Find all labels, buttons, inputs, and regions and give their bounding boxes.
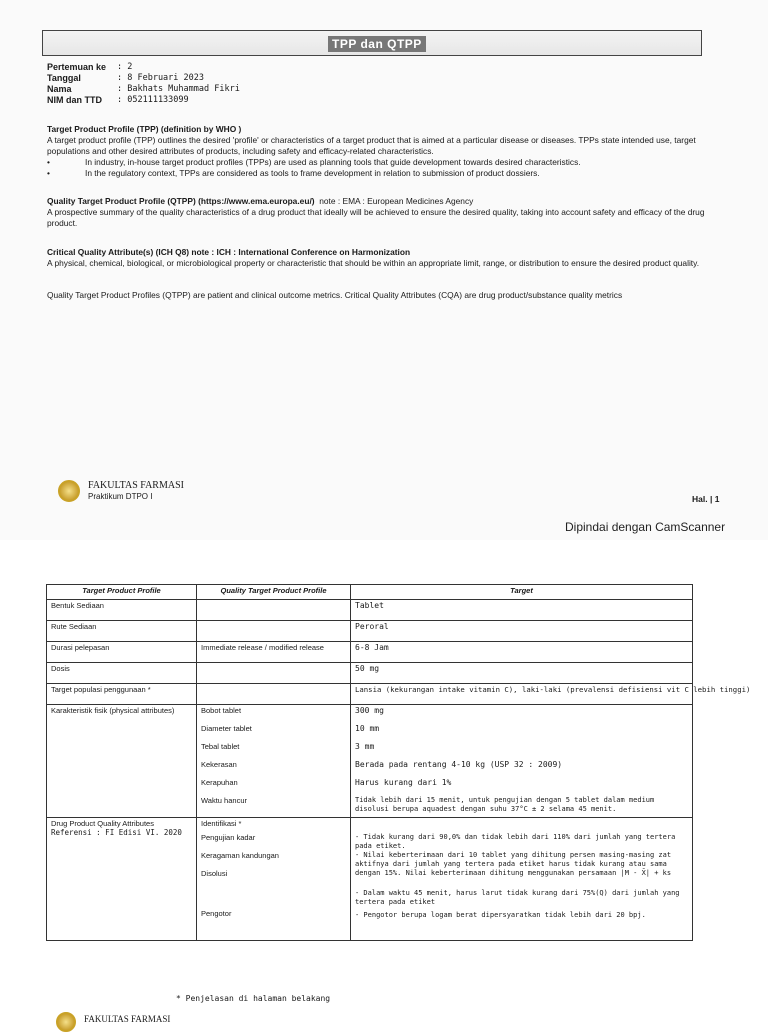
target-cell: Peroral (351, 621, 693, 642)
qtpp-cell (197, 705, 351, 818)
attr-target: - Tidak kurang dari 90,0% dan tidak lebih dari 110% dari jumlah yang tertera pada etiket. (355, 833, 676, 850)
meta-row (47, 73, 240, 84)
cqa-heading: Critical Quality Attribute(s) (ICH Q8) note : ICH : International Conference on Harmonization (47, 247, 411, 257)
camscanner-watermark: Dipindai dengan CamScanner (565, 520, 726, 534)
table-row-quality (47, 818, 693, 941)
quality-label: Drug Product Quality Attributes (51, 819, 154, 828)
faculty-logo-icon (58, 480, 80, 502)
attr-label: Kerapuhan (201, 778, 238, 787)
qtpp-cell (197, 621, 351, 642)
column-header: Target Product Profile (47, 585, 197, 600)
qtpp-cell (197, 818, 351, 941)
meta-value: : 052111133099 (117, 95, 189, 105)
meta-value: : 8 Februari 2023 (117, 73, 204, 83)
table-row (47, 663, 693, 684)
meta-row (47, 95, 240, 106)
qtpp-cell (197, 663, 351, 684)
table-row (47, 621, 693, 642)
attr-label: Pengotor (201, 909, 232, 918)
meta-label: Pertemuan ke (47, 62, 107, 72)
tpp-cell: Karakteristik fisik (physical attributes) (47, 705, 197, 818)
target-cell (351, 818, 693, 941)
attr-target: 3 mm (355, 742, 375, 751)
attr-target: - Pengotor berupa logam berat dipersyaratkan tidak lebih dari 20 bpj. (355, 911, 646, 919)
tpp-section (47, 124, 715, 179)
meta-row (47, 62, 240, 73)
table-row (47, 600, 693, 621)
footer-course: Praktikum DTPO I (88, 492, 153, 501)
attr-label: Identifikasi * (201, 819, 242, 828)
cqa-body: A physical, chemical, biological, or microbiological property or characteristic that should be within an appropriate limit, range, or distribution to ensure the desired product quality. (47, 258, 700, 268)
tpp-cell (47, 818, 197, 941)
footer-faculty: FAKULTAS FARMASI (84, 1014, 171, 1024)
attr-label: Pengujian kadar (201, 833, 256, 842)
attr-target: - Dalam waktu 45 menit, harus larut tidak kurang dari 75%(Q) dari jumlah yang tertera pada etiket (355, 889, 680, 906)
target-cell: Lansia (kekurangan intake vitamin C), laki-laki (prevalensi defisiensi vit C lebih tinggi) (351, 684, 693, 705)
table-row-physical (47, 705, 693, 818)
reference: Referensi : FI Edisi VI. 2020 (51, 828, 182, 837)
qtpp-table (46, 584, 751, 941)
tpp-cell: Target populasi penggunaan * (47, 684, 197, 705)
tpp-cell: Dosis (47, 663, 197, 684)
tpp-bullet-text: In industry, in-house target product profiles (TPPs) are used as planning tools that guide development towards desired characteristics. (85, 157, 581, 167)
attr-target: Tidak lebih dari 15 menit, untuk pengujian dengan 5 tablet dalam medium disolusi berupa aquadest dengan suhu 37°C ± 2 selama 45 menit. (355, 796, 655, 813)
footnote: * Penjelasan di halaman belakang (176, 994, 331, 1003)
tpp-bullet: • In industry, in-house target product profiles (TPPs) are used as planning tools that guide development towards desired characteristics. (47, 157, 581, 167)
qtpp-section (47, 196, 715, 229)
tpp-heading: Target Product Profile (TPP) (definition by WHO ) (47, 124, 242, 134)
target-cell (351, 705, 693, 818)
attr-label: Waktu hancur (201, 796, 247, 805)
attr-target: Berada pada rentang 4-10 kg (USP 32 : 2009) (355, 760, 563, 769)
tpp-cell: Bentuk Sediaan (47, 600, 197, 621)
qtpp-body: A prospective summary of the quality characteristics of a drug product that ideally will be achieved to ensure the desired quality, taking into account safety and efficacy of the drug product. (47, 207, 705, 228)
target-cell: 6-8 Jam (351, 642, 693, 663)
attr-target: 300 mg (355, 706, 384, 715)
attr-target: - Nilai keberterimaan dari 10 tablet yang dihitung persen masing-masing zat aktifnya dari jumlah yang tertera pada etiket harus tidak kurang atau sama dengan 15%. Nilai keberterimaan dihitung menggunakan persamaan |M - X̄| + ks (355, 851, 672, 877)
tpp-bullet: • In the regulatory context, TPPs are considered as tools to frame development in relation to submission of product dossiers. (47, 168, 540, 178)
qtpp-cell: Immediate release / modified release (197, 642, 351, 663)
attr-label: Diameter tablet (201, 724, 252, 733)
meta-label: Tanggal (47, 73, 81, 83)
summary-text: Quality Target Product Profiles (QTPP) are patient and clinical outcome metrics. Critical Quality Attributes (CQA) are drug product/substance quality metrics (47, 290, 623, 300)
attr-target: 10 mm (355, 724, 380, 733)
qtpp-note: note : EMA : European Medicines Agency (319, 196, 474, 206)
tpp-bullet-text: In the regulatory context, TPPs are considered as tools to frame development in relation to submission of product dossiers. (85, 168, 540, 178)
qtpp-cell (197, 684, 351, 705)
meta-value: : 2 (117, 62, 133, 72)
target-cell: 50 mg (351, 663, 693, 684)
faculty-logo-icon (56, 1012, 76, 1032)
attr-label: Kekerasan (201, 760, 237, 769)
meta-label: Nama (47, 84, 72, 94)
table-row (47, 642, 693, 663)
meta-block (47, 62, 240, 106)
target-cell: Tablet (351, 600, 693, 621)
footer-faculty: FAKULTAS FARMASI (88, 480, 184, 491)
attr-label: Tebal tablet (201, 742, 240, 751)
table-header-row (47, 585, 693, 600)
meta-row (47, 84, 240, 95)
tpp-body: A target product profile (TPP) outlines the desired 'profile' or characteristics of a target product that is aimed at a particular disease or diseases. TPPs state intended use, target populations and other desired attributes of products, including safety and efficacy-related characteristics. (47, 135, 696, 156)
column-header: Target (351, 585, 693, 600)
meta-value: : Bakhats Muhammad Fikri (117, 84, 240, 94)
qtpp-cell (197, 600, 351, 621)
page-title: TPP dan QTPP (328, 36, 426, 52)
tpp-cell: Durasi pelepasan (47, 642, 197, 663)
tpp-cell: Rute Sediaan (47, 621, 197, 642)
page-number: Hal. | 1 (692, 494, 720, 504)
meta-label: NIM dan TTD (47, 95, 102, 105)
attr-target (355, 819, 688, 833)
attr-label: Keragaman kandungan (201, 851, 279, 860)
attr-label: Disolusi (201, 869, 228, 878)
qtpp-heading: Quality Target Product Profile (QTPP) (https://www.ema.europa.eu/) (47, 196, 315, 206)
attr-target: Harus kurang dari 1% (355, 778, 452, 787)
table-row (47, 684, 693, 705)
cqa-section (47, 247, 715, 269)
attr-label: Bobot tablet (201, 706, 242, 715)
column-header: Quality Target Product Profile (197, 585, 351, 600)
